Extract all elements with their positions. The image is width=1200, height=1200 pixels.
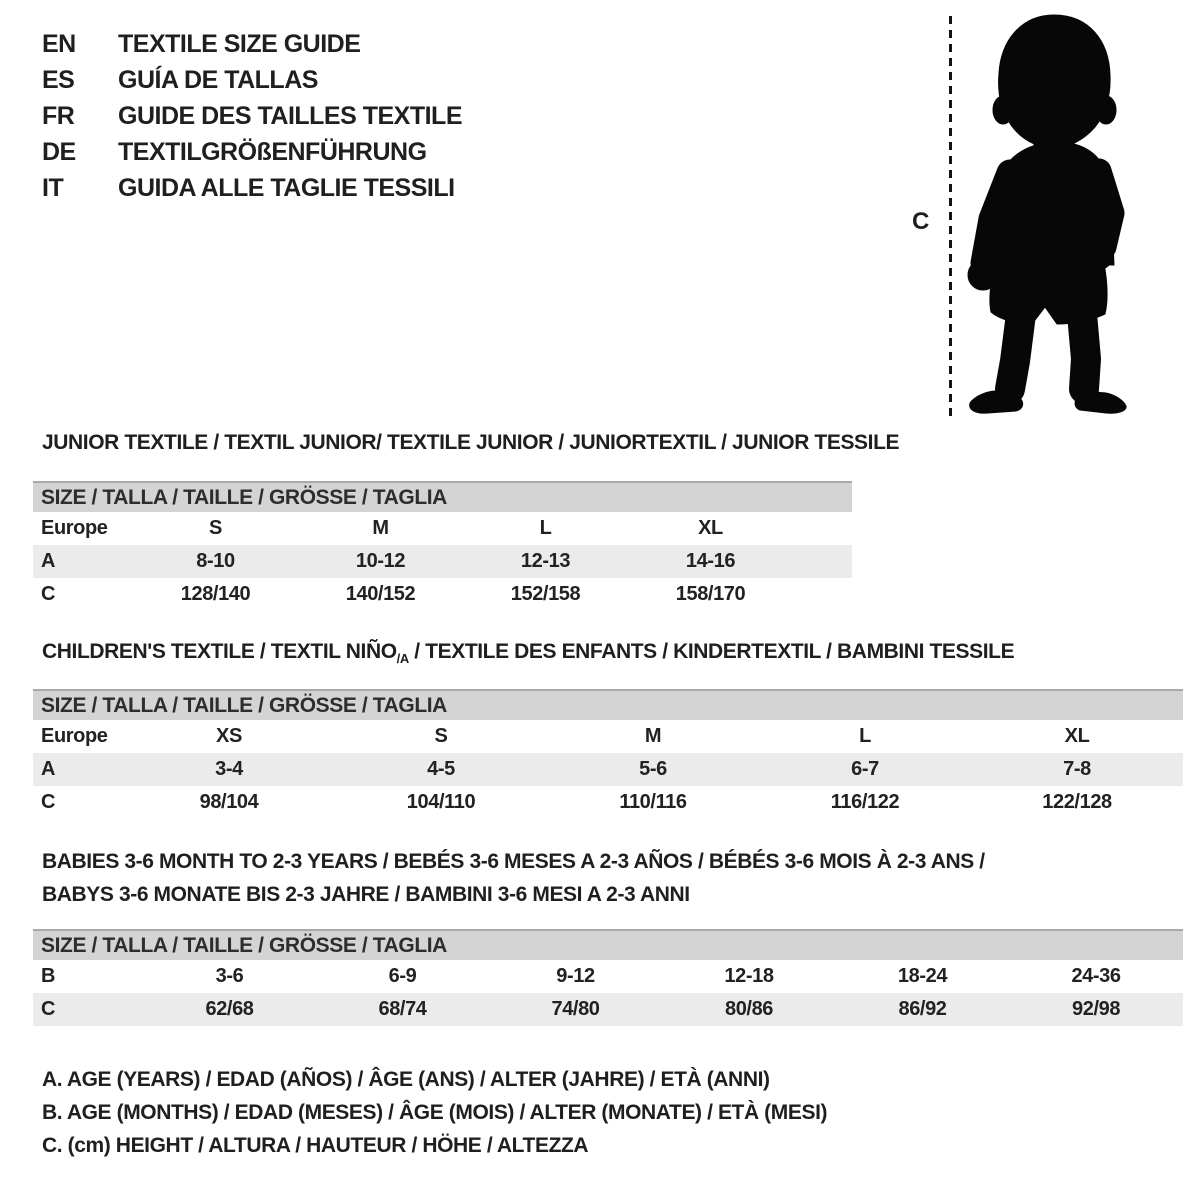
- cell: M: [644, 725, 662, 747]
- cell: L: [859, 725, 871, 747]
- row-label: C: [41, 583, 56, 605]
- table-row: [33, 960, 1183, 993]
- table-row: [33, 993, 1183, 1026]
- legend-line-c: C. (cm) HEIGHT / ALTURA / HAUTEUR / HÖHE / ALTEZZA: [42, 1134, 589, 1157]
- legend: [42, 1063, 827, 1162]
- cell: 3-4: [123, 753, 335, 786]
- cell: S: [209, 517, 222, 539]
- language-title: GUIDE DES TAILLES TEXTILE: [118, 102, 463, 130]
- cell: 12-13: [463, 545, 628, 578]
- junior-section-heading: JUNIOR TEXTILE / TEXTIL JUNIOR/ TEXTILE JUNIOR / JUNIORTEXTIL / JUNIOR TESSILE: [42, 431, 900, 454]
- children-size-table: [33, 689, 1183, 819]
- cell: M: [372, 517, 389, 539]
- cell: 98/104: [199, 791, 259, 813]
- cell: XL: [698, 517, 723, 539]
- row-label: Europe: [41, 725, 108, 747]
- children-heading-post: / TEXTILE DES ENFANTS / KINDERTEXTIL / BAMBINI TESSILE: [408, 640, 1015, 663]
- cell: XS: [216, 725, 242, 747]
- cell: 3-6: [215, 965, 244, 987]
- height-measure-label: C: [912, 208, 930, 235]
- cell: 128/140: [180, 583, 251, 605]
- language-row: [42, 26, 462, 62]
- table-row: [33, 786, 1183, 819]
- cell: 9-12: [556, 965, 595, 987]
- row-label: B: [41, 965, 56, 987]
- language-row: [42, 62, 462, 98]
- cell: 6-9: [388, 965, 417, 987]
- row-label: C: [41, 791, 56, 813]
- row-label: A: [33, 545, 133, 578]
- cell: 152/158: [510, 583, 581, 605]
- junior-size-table: [33, 481, 852, 611]
- babies-section-heading: [42, 845, 985, 911]
- legend-line-b: B. AGE (MONTHS) / EDAD (MESES) / ÂGE (MOIS) / ALTER (MONATE) / ETÀ (MESI): [42, 1101, 828, 1124]
- babies-heading-line1: BABIES 3-6 MONTH TO 2-3 YEARS / BEBÉS 3-6 MESES A 2-3 AÑOS / BÉBÉS 3-6 MOIS À 2-3 ANS /: [42, 850, 985, 873]
- cell: 12-18: [724, 965, 774, 987]
- language-title: TEXTILE SIZE GUIDE: [118, 30, 361, 58]
- language-code: DE: [42, 138, 76, 166]
- babies-size-table: [33, 929, 1183, 1026]
- cell: 110/116: [619, 791, 687, 813]
- children-heading-pre: CHILDREN'S TEXTILE / TEXTIL NIÑO: [42, 640, 397, 663]
- table-header-bar: [33, 930, 1183, 960]
- cell: 14-16: [628, 545, 793, 578]
- children-section-heading: [42, 640, 1014, 666]
- language-title: GUIDA ALLE TAGLIE TESSILI: [118, 174, 455, 202]
- cell: 68/74: [316, 993, 489, 1026]
- cell: 6-7: [759, 753, 971, 786]
- cell: 62/68: [143, 993, 316, 1026]
- cell: 86/92: [836, 993, 1009, 1026]
- height-measure-dashed-line: [949, 16, 952, 416]
- cell: L: [539, 517, 552, 539]
- language-row: [42, 134, 462, 170]
- language-code: IT: [42, 174, 64, 202]
- cell: 18-24: [897, 965, 948, 987]
- cell: 104/110: [406, 791, 476, 813]
- language-title: TEXTILGRÖßENFÜHRUNG: [118, 138, 427, 166]
- cell: S: [434, 725, 448, 747]
- cell: 158/170: [675, 583, 746, 605]
- size-bar-label: SIZE / TALLA / TAILLE / GRÖSSE / TAGLIA: [33, 930, 1183, 960]
- babies-heading-line2: BABYS 3-6 MONATE BIS 2-3 JAHRE / BAMBINI 3-6 MESI A 2-3 ANNI: [42, 883, 690, 906]
- cell: 92/98: [1009, 993, 1183, 1026]
- legend-line-a: A. AGE (YEARS) / EDAD (AÑOS) / ÂGE (ANS) / ALTER (JAHRE) / ETÀ (ANNI): [42, 1068, 770, 1091]
- cell: 8-10: [133, 545, 298, 578]
- row-label: A: [33, 753, 123, 786]
- language-title-list: [42, 26, 462, 206]
- language-code: EN: [42, 30, 76, 58]
- language-row: [42, 98, 462, 134]
- cell: 5-6: [547, 753, 759, 786]
- row-label: Europe: [41, 517, 108, 539]
- cell: 24-36: [1071, 965, 1121, 987]
- language-title: GUÍA DE TALLAS: [118, 66, 318, 94]
- table-row: [33, 512, 852, 545]
- table-row: [33, 578, 852, 611]
- cell: 10-12: [298, 545, 463, 578]
- cell: 4-5: [335, 753, 547, 786]
- cell: 74/80: [489, 993, 662, 1026]
- cell: 122/128: [1042, 791, 1112, 813]
- toddler-silhouette-icon: [958, 10, 1150, 422]
- cell: 140/152: [345, 583, 416, 605]
- table-row: [33, 545, 852, 578]
- table-header-bar: [33, 482, 852, 512]
- cell: 7-8: [971, 753, 1183, 786]
- cell: XL: [1064, 725, 1090, 747]
- language-code: ES: [42, 66, 75, 94]
- size-bar-label: SIZE / TALLA / TAILLE / GRÖSSE / TAGLIA: [33, 690, 1183, 720]
- table-row: [33, 753, 1183, 786]
- cell: 116/122: [830, 791, 900, 813]
- children-heading-sub: /A: [396, 651, 409, 667]
- size-bar-label: SIZE / TALLA / TAILLE / GRÖSSE / TAGLIA: [33, 482, 852, 512]
- table-header-bar: [33, 690, 1183, 720]
- cell: 80/86: [662, 993, 836, 1026]
- language-row: [42, 170, 462, 206]
- table-row: [33, 720, 1183, 753]
- row-label: C: [33, 993, 143, 1026]
- language-code: FR: [42, 102, 75, 130]
